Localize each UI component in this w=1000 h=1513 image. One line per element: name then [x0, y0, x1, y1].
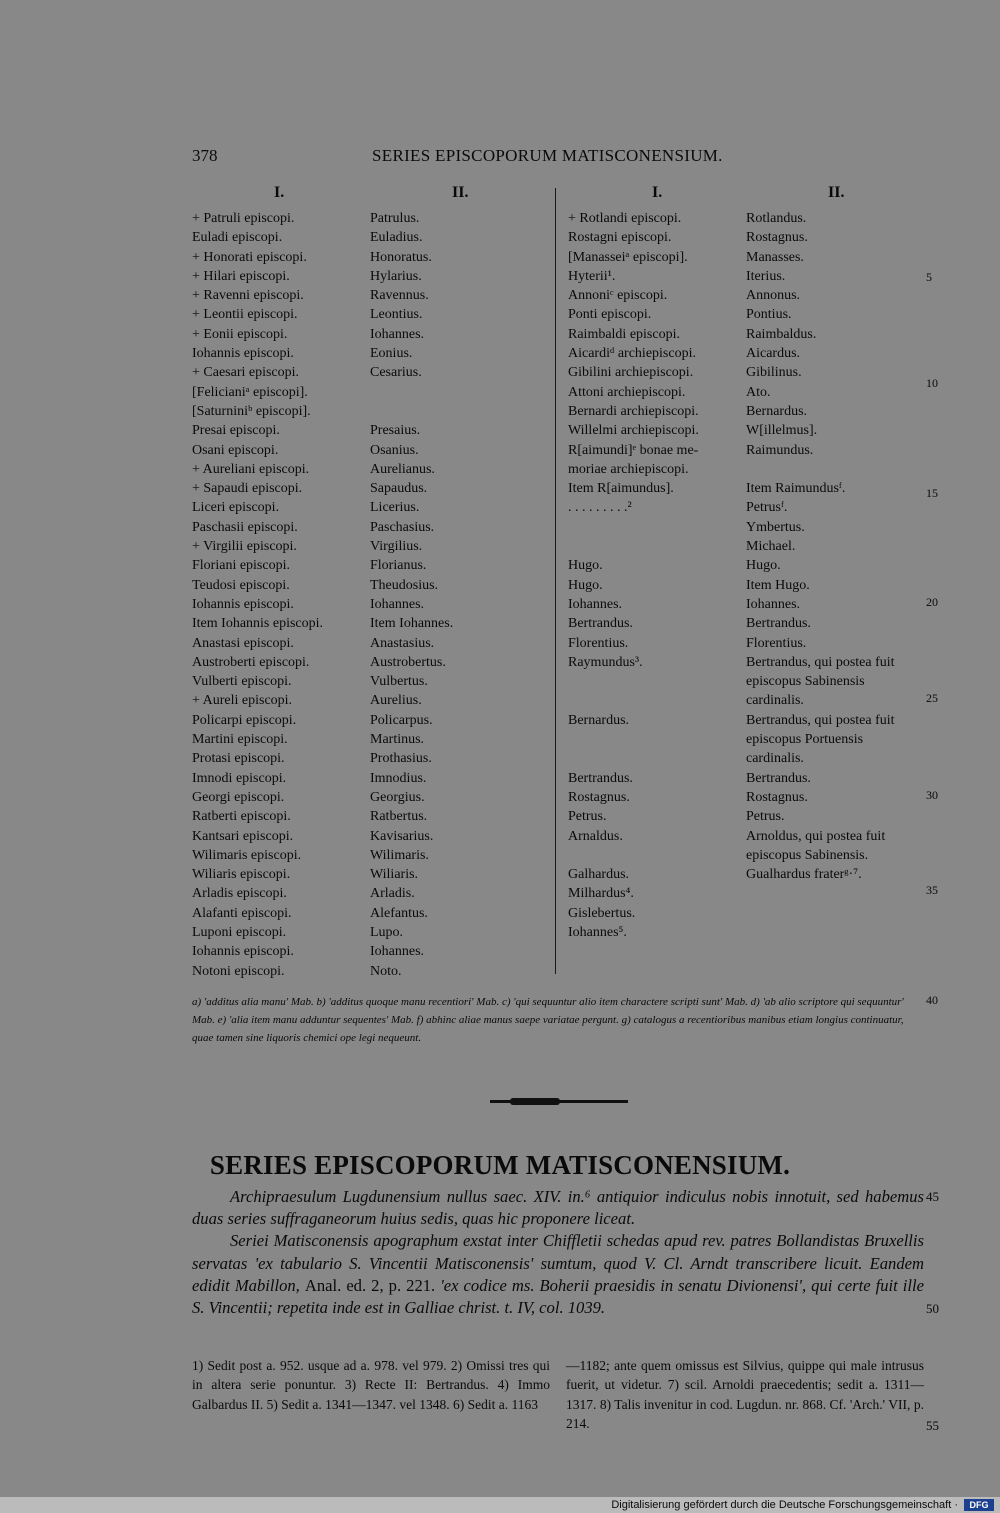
left_table-row: Notoni episcopi. [192, 963, 285, 979]
left_table-row: Paschasius. [370, 519, 435, 535]
right_table-row: Raimbaldi episcopi. [568, 326, 680, 342]
right_table-row [568, 672, 699, 691]
right_table-row: Iohannes. [568, 596, 623, 612]
right_table-row: Hyterii¹. [568, 268, 616, 284]
intro-paragraph-2 [192, 1230, 924, 1319]
right_table-row: Annoniᶜ episcopi. [568, 288, 668, 304]
right_table-row [746, 884, 895, 903]
right_table-row: Item Raimundusᶠ. [746, 481, 846, 497]
left_table-row: Iohannes. [370, 326, 425, 342]
left_table-row: Austroberti episcopi. [192, 654, 310, 670]
left_table-row: Euladius. [370, 230, 423, 246]
left_table-row: Floriani episcopi. [192, 558, 290, 574]
right_table-row: Aicardus. [746, 346, 801, 362]
left_table-row: Virgilius. [370, 539, 423, 555]
left_table-row: Iohannis episcopi. [192, 596, 294, 612]
footnotes: a) 'additus alia manu' Mab. b) 'additus quoque manu recentiori' Mab. c) 'qui sequuntur alio item charactere scripti sunt' Mab. d) 'ab alio scriptore qui sequuntur' Mab. e) 'alia item manu adduntur sequentes' Mab. f) abhinc aliae manus saepe variatae pergunt. g) catalogus a recentioribus manibus etiam longius continuatur, quae tamen sine liquoris chemici ope legi nequeunt. [192, 996, 904, 1044]
left_table-row: Eonius. [370, 346, 413, 362]
right_table-row: [Manasseiᵃ episcopi]. [568, 249, 688, 265]
right_table-row: Bertrandus. [568, 616, 633, 632]
right_table-row: Petrusᶠ. [746, 500, 788, 516]
right_table-row: R[aimundi]ᵉ bonae me- [568, 442, 699, 458]
left_table-row: Vulberti episcopi. [192, 674, 292, 690]
right_table-row: Item Hugo. [746, 577, 810, 593]
right_table-row [746, 923, 895, 942]
left_table-row: Luponi episcopi. [192, 924, 287, 940]
right_table-row: Bertrandus, qui postea fuit [746, 654, 895, 670]
left-table-col-1 [192, 209, 323, 981]
left_table-row: Patrulus. [370, 211, 420, 226]
right_table-row [746, 460, 895, 479]
right_table-row: episcopus Sabinensis [746, 674, 865, 690]
left_table-row: Kantsari episcopi. [192, 828, 294, 844]
line-number: 30 [926, 788, 938, 802]
running-title: SERIES EPISCOPORUM MATISCONENSIUM. [372, 146, 723, 165]
right_table-row: Bertrandus. [568, 770, 633, 786]
left_table-row: Alefantus. [370, 905, 428, 921]
left_table-row: Euladi episcopi. [192, 230, 283, 246]
left_table-row: Teudosi episcopi. [192, 577, 290, 593]
left_table-row: Wilimaris episcopi. [192, 847, 302, 863]
notes-left: 1) Sedit post a. 952. usque ad a. 978. vel 979. 2) Omissi tres qui in altera serie ponuntur. 3) Recte II: Bertrandus. 4) Immo Galbardus II. 5) Sedit a. 1341—1347. vel 1348. 6) Sedit a. 1163 [192, 1358, 550, 1412]
right_table-row: Gibilini archiepiscopi. [568, 365, 694, 381]
right-col-head-2: II. [828, 184, 845, 201]
left_table-row: Wiliaris episcopi. [192, 867, 291, 883]
right_table-row [568, 749, 699, 768]
left_table-row: Anastasius. [370, 635, 435, 651]
right_table-row: + Rotlandi episcopi. [568, 211, 682, 226]
line-number: 25 [926, 691, 938, 705]
right_table-row: Gislebertus. [568, 905, 636, 921]
right_table-row: Hugo. [746, 558, 781, 574]
left_table-row: Item Iohannis episcopi. [192, 616, 324, 632]
left_table-row: Iohannes. [370, 944, 425, 960]
intro-text: 'ex codice ms. Boherii praesidis in senatu Divionensi', qui certe fuit ille S. Vincentii; repetita inde est in Galliae christ. t. IV, col. 1039. [192, 1275, 924, 1318]
left_table-row: Aurelius. [370, 693, 422, 709]
line-number: 55 [926, 1418, 939, 1433]
left_table-row: Ratberti episcopi. [192, 809, 291, 825]
dfg-logo: DFG [964, 1499, 994, 1511]
left_table-row [370, 402, 453, 421]
left_table-row: Imnodi episcopi. [192, 770, 287, 786]
page-number: 378 [192, 146, 218, 165]
intro-paragraph-1: Archipraesulum Lugdunensium nullus saec. XIV. in.⁶ antiquior indiculus nobis innotuit, sed habemus duas series suffraganeorum huius sedis, quas hic proponere liceat. [192, 1187, 924, 1229]
right_table-row: Raimundus. [746, 442, 814, 458]
left_table-row: Presaius. [370, 423, 421, 439]
left_table-row: Georgi episcopi. [192, 789, 285, 805]
right_table-row: cardinalis. [746, 751, 804, 767]
right_table-row: Iohannes. [746, 596, 801, 612]
left_table-row: Cesarius. [370, 365, 422, 381]
right_table-row: Item R[aimundus]. [568, 481, 674, 497]
left_table-row [370, 383, 453, 402]
left_table-row: + Aureli episcopi. [192, 693, 293, 709]
right_table-row [568, 537, 699, 556]
left_table-row: + Ravenni episcopi. [192, 288, 304, 304]
right_table-row: Michael. [746, 539, 796, 555]
right_table-row [568, 730, 699, 749]
section-title: SERIES EPISCOPORUM MATISCONENSIUM. [209, 1150, 791, 1180]
left_table-row: Wilimaris. [370, 847, 429, 863]
left_table-row: + Aureliani episcopi. [192, 461, 310, 477]
right_table-row: Petrus. [746, 809, 785, 825]
left_table-row: Osanius. [370, 442, 419, 458]
left_table-row: Wiliaris. [370, 867, 419, 883]
left_table-row: Noto. [370, 963, 402, 979]
right_table-row: Annonus. [746, 288, 801, 304]
right_table-row: episcopus Portuensis [746, 732, 864, 748]
right_table-row: Milhardus⁴. [568, 886, 634, 902]
left_table-row: + Sapaudi episcopi. [192, 481, 303, 497]
right_table-row: Pontius. [746, 307, 792, 323]
left_table-row: + Honorati episcopi. [192, 249, 307, 265]
left_table-row: Policarpus. [370, 712, 433, 728]
left_table-row: Prothasius. [370, 751, 432, 767]
left_table-row: Ravennus. [370, 288, 429, 304]
right_table-row: Rostagnus. [746, 230, 808, 246]
right_table-row: Raimbaldus. [746, 326, 817, 342]
left_table-row: Sapaudus. [370, 481, 428, 497]
right_table-row: . . . . . . . . .² [568, 500, 632, 516]
left_table-row: Item Iohannes. [370, 616, 454, 632]
right_table-row: Rotlandus. [746, 211, 807, 226]
left_table-row: Arladis. [370, 886, 415, 902]
left_table-row: Iohannis episcopi. [192, 346, 294, 362]
left_table-row: Georgius. [370, 789, 425, 805]
line-number: 15 [926, 486, 938, 500]
right_table-row: Ymbertus. [746, 519, 805, 535]
line-number: 20 [926, 595, 938, 609]
left_table-row: + Virgilii episcopi. [192, 539, 297, 555]
right_table-row: episcopus Sabinensis. [746, 847, 869, 863]
left_table-row: Ratbertus. [370, 809, 428, 825]
left_table-row: Leontius. [370, 307, 423, 323]
right_table-row: Bertrandus. [746, 616, 811, 632]
right_table-row: Iterius. [746, 268, 786, 284]
right-table-col-1 [568, 209, 699, 942]
right_table-row: cardinalis. [746, 693, 804, 709]
left_table-row: Martini episcopi. [192, 732, 288, 748]
right_table-row: Galhardus. [568, 867, 630, 883]
right-col-head-1: I. [652, 184, 663, 201]
left_table-row: Kavisarius. [370, 828, 434, 844]
left_table-row: Florianus. [370, 558, 427, 574]
right_table-row: Bernardi archiepiscopi. [568, 403, 699, 419]
right_table-row: Hugo. [568, 577, 603, 593]
left_table-row: + Patruli episcopi. [192, 211, 295, 226]
line-number: 40 [926, 993, 938, 1007]
right_table-row: Arnoldus, qui postea fuit [746, 828, 886, 844]
right_table-row: Petrus. [568, 809, 607, 825]
right_table-row: Bernardus. [746, 403, 808, 419]
right_table-row: Iohannes⁵. [568, 924, 627, 940]
left_table-row: Osani episcopi. [192, 442, 279, 458]
separator-ornament [510, 1098, 560, 1105]
left_table-row: Presai episcopi. [192, 423, 280, 439]
funding-credit: Digitalisierung gefördert durch die Deutsche Forschungsgemeinschaft · [611, 1499, 958, 1511]
left_table-row: [Saturniniᵇ episcopi]. [192, 403, 311, 419]
left-table-col-2 [370, 209, 453, 981]
left_table-row: Vulbertus. [370, 674, 428, 690]
line-number: 35 [926, 883, 938, 897]
left_table-row: Paschasii episcopi. [192, 519, 298, 535]
left_table-row: Iohannis episcopi. [192, 944, 294, 960]
line-number: 10 [926, 376, 938, 390]
left_table-row: Policarpi episcopi. [192, 712, 297, 728]
left_table-row: Martinus. [370, 732, 425, 748]
right_table-row: Florentius. [568, 635, 629, 651]
left_table-row: Anastasi episcopi. [192, 635, 294, 651]
right_table-row: Gualhardus fraterᵍ·⁷. [746, 867, 862, 883]
left_table-row: Hylarius. [370, 268, 422, 284]
column-divider [555, 188, 556, 974]
right_table-row: Bernardus. [568, 712, 630, 728]
left_table-row: Protasi episcopi. [192, 751, 285, 767]
intro-text: Seriei Matisconensis apographum exstat inter Chiffletii schedas apud rev. patres Bollandistas Bruxellis servatas 'ex tabulario S. Vincentii Matisconensis' sumtum, quod V. Cl. Arndt transcribere licuit. Eandem edidit Mabillon, [192, 1231, 924, 1295]
right_table-row: Rostagnus. [568, 789, 630, 805]
right_table-row: Aicardiᵈ archiepiscopi. [568, 346, 696, 362]
left_table-row: Liceri episcopi. [192, 500, 280, 516]
right_table-row: Rostagnus. [746, 789, 808, 805]
right_table-row: Attoni archiepiscopi. [568, 384, 686, 400]
left_table-row: Iohannes. [370, 596, 425, 612]
left_table-row: Imnodius. [370, 770, 427, 786]
left_table-row: + Eonii episcopi. [192, 326, 288, 342]
right_table-row: Bertrandus, qui postea fuit [746, 712, 895, 728]
left-col-head-2: II. [452, 184, 469, 201]
left_table-row: Lupo. [370, 924, 404, 940]
right_table-row: Rostagni episcopi. [568, 230, 672, 246]
left_table-row: + Leontii episcopi. [192, 307, 298, 323]
left_table-row: Theudosius. [370, 577, 439, 593]
left_table-row: + Hilari episcopi. [192, 268, 290, 284]
left_table-row: Alafanti episcopi. [192, 905, 292, 921]
right_table-row: moriae archiepiscopi. [568, 461, 689, 477]
left_table-row: Licerius. [370, 500, 420, 516]
notes-right: —1182; ante quem omissus est Silvius, quippe qui male intrusus fuerit, ut videtur. 7) scil. Arnoldi praecedentis; sedit a. 1311—1317. 8) Talis invenitur in cod. Lugdun. nr. 868. Cf. 'Arch.' VII, p. 214. [566, 1358, 924, 1431]
right_table-row: Gibilinus. [746, 365, 802, 381]
right-table-col-2 [746, 209, 895, 942]
line-number: 5 [926, 270, 932, 284]
right_table-row: Ponti episcopi. [568, 307, 652, 323]
right_table-row: W[illelmus]. [746, 423, 818, 439]
line-number: 45 [926, 1189, 939, 1204]
line-number: 50 [926, 1301, 939, 1316]
right_table-row: Manasses. [746, 249, 804, 265]
right_table-row [568, 691, 699, 710]
right_table-row: Raymundus³. [568, 654, 643, 670]
right_table-row: Hugo. [568, 558, 603, 574]
left_table-row: Honoratus. [370, 249, 432, 265]
right_table-row [568, 846, 699, 865]
left_table-row: Austrobertus. [370, 654, 446, 670]
intro-reference: Anal. ed. 2, p. 221. [304, 1275, 436, 1295]
left_table-row: Aurelianus. [370, 461, 435, 477]
right_table-row: Florentius. [746, 635, 807, 651]
right_table-row: Willelmi archiepiscopi. [568, 423, 699, 439]
left_table-row: + Caesari episcopi. [192, 365, 300, 381]
right_table-row: Arnaldus. [568, 828, 623, 844]
left_table-row: [Felicianiᵃ episcopi]. [192, 384, 308, 400]
introduction [192, 1186, 924, 1319]
right_table-row [746, 904, 895, 923]
right_table-row: Ato. [746, 384, 771, 400]
left_table-row: Arladis episcopi. [192, 886, 287, 902]
right_table-row: Bertrandus. [746, 770, 811, 786]
left-col-head-1: I. [274, 184, 285, 201]
right_table-row [568, 518, 699, 537]
